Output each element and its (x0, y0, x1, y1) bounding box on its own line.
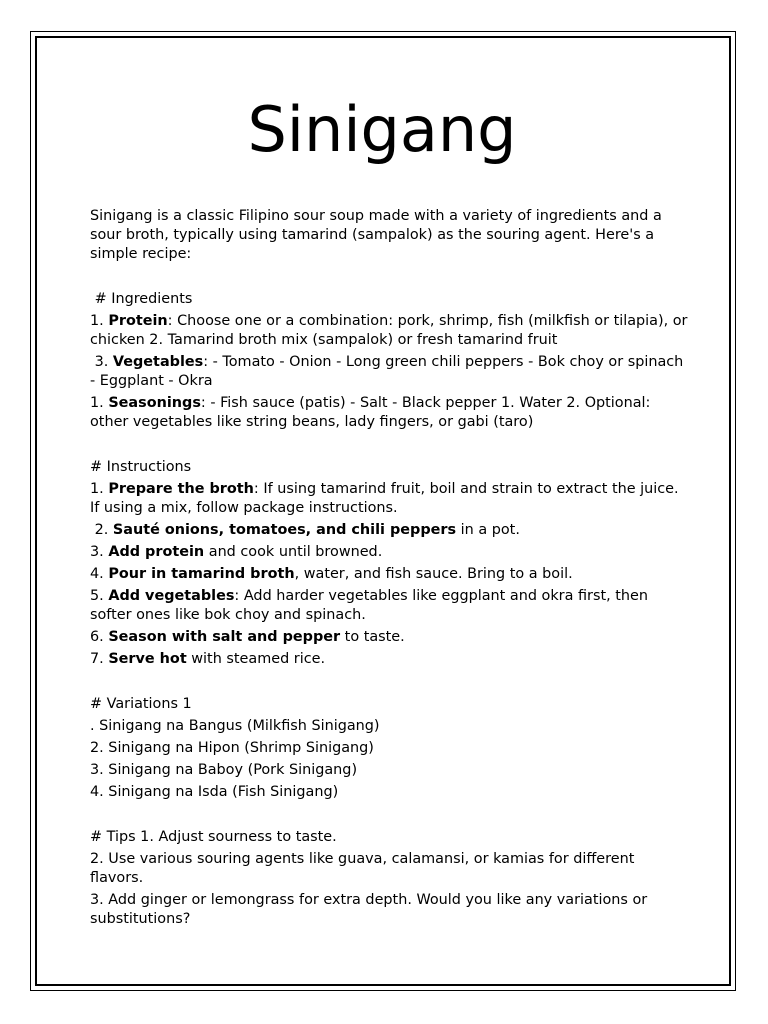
step-text: and cook until browned. (204, 544, 383, 560)
step-bold: Prepare the broth (108, 481, 254, 497)
instruction-step (90, 543, 690, 562)
instructions-section (90, 458, 690, 669)
item-prefix: 1. (90, 313, 109, 329)
instruction-step (90, 628, 690, 647)
instruction-step (90, 587, 690, 625)
ingredients-section (90, 290, 690, 432)
variations-heading: # Variations 1 (90, 696, 192, 712)
variation-item: . Sinigang na Bangus (Milkfish Sinigang) (90, 718, 380, 734)
item-bold: Seasonings (108, 395, 201, 411)
tip-item: 2. Use various souring agents like guava, calamansi, or kamias for different flavors. (90, 851, 635, 886)
recipe-document (90, 92, 690, 932)
item-text: : - Tomato - Onion - Long green chili peppers - Bok choy or spinach - Eggplant - Okra (90, 354, 684, 389)
step-text: with steamed rice. (186, 651, 326, 667)
step-prefix: 3. (90, 544, 109, 560)
step-bold: Add vegetables (108, 588, 235, 604)
page-title: Sinigang (247, 93, 517, 166)
item-prefix: 1. (90, 395, 109, 411)
intro-paragraph: Sinigang is a classic Filipino sour soup made with a variety of ingredients and a sour broth, typically using tamarind (sampalok) as the souring agent. Here's a simple recipe: (90, 208, 662, 262)
tips-heading: # Tips 1. Adjust sourness to taste. (90, 829, 337, 845)
step-prefix: 2. (90, 522, 113, 538)
step-bold: Sauté onions, tomatoes, and chili peppers (112, 522, 457, 538)
variation-item: 2. Sinigang na Hipon (Shrimp Sinigang) (90, 740, 374, 756)
instruction-step (90, 521, 690, 540)
item-prefix: 3. (90, 354, 113, 370)
item-text: : Choose one or a combination: pork, shrimp, fish (milkfish or tilapia), or chicken 2. Tamarind broth mix (sampalok) or fresh tamarind fruit (90, 313, 688, 348)
tip-item: 3. Add ginger or lemongrass for extra depth. Would you like any variations or substitutions? (90, 892, 648, 927)
step-prefix: 4. (90, 566, 109, 582)
variations-section (90, 695, 690, 802)
instruction-step (90, 565, 690, 584)
ingredient-item (90, 353, 690, 391)
tips-section (90, 828, 690, 929)
step-bold: Serve hot (108, 651, 187, 667)
step-text: : If using tamarind fruit, boil and strain to extract the juice. If using a mix, follow package instructions. (90, 481, 679, 516)
item-bold: Vegetables (112, 354, 204, 370)
variation-item: 4. Sinigang na Isda (Fish Sinigang) (90, 784, 339, 800)
instruction-step (90, 650, 690, 669)
step-prefix: 6. (90, 629, 109, 645)
step-prefix: 7. (90, 651, 109, 667)
item-text: : - Fish sauce (patis) - Salt - Black pepper 1. Water 2. Optional: other vegetables like string beans, lady fingers, or gabi (taro) (90, 395, 651, 430)
variation-item: 3. Sinigang na Baboy (Pork Sinigang) (90, 762, 358, 778)
step-text: : Add harder vegetables like eggplant and okra first, then softer ones like bok choy and spinach. (90, 588, 648, 623)
step-text: to taste. (340, 629, 405, 645)
step-bold: Pour in tamarind broth (108, 566, 295, 582)
step-bold: Add protein (108, 544, 205, 560)
step-text: in a pot. (456, 522, 520, 538)
ingredient-item (90, 312, 690, 350)
ingredients-heading: # Ingredients (90, 291, 193, 307)
instructions-heading: # Instructions (90, 459, 192, 475)
instruction-step (90, 480, 690, 518)
step-bold: Season with salt and pepper (108, 629, 341, 645)
step-text: , water, and fish sauce. Bring to a boil. (294, 566, 573, 582)
ingredient-item (90, 394, 690, 432)
step-prefix: 5. (90, 588, 109, 604)
item-bold: Protein (108, 313, 168, 329)
step-prefix: 1. (90, 481, 109, 497)
